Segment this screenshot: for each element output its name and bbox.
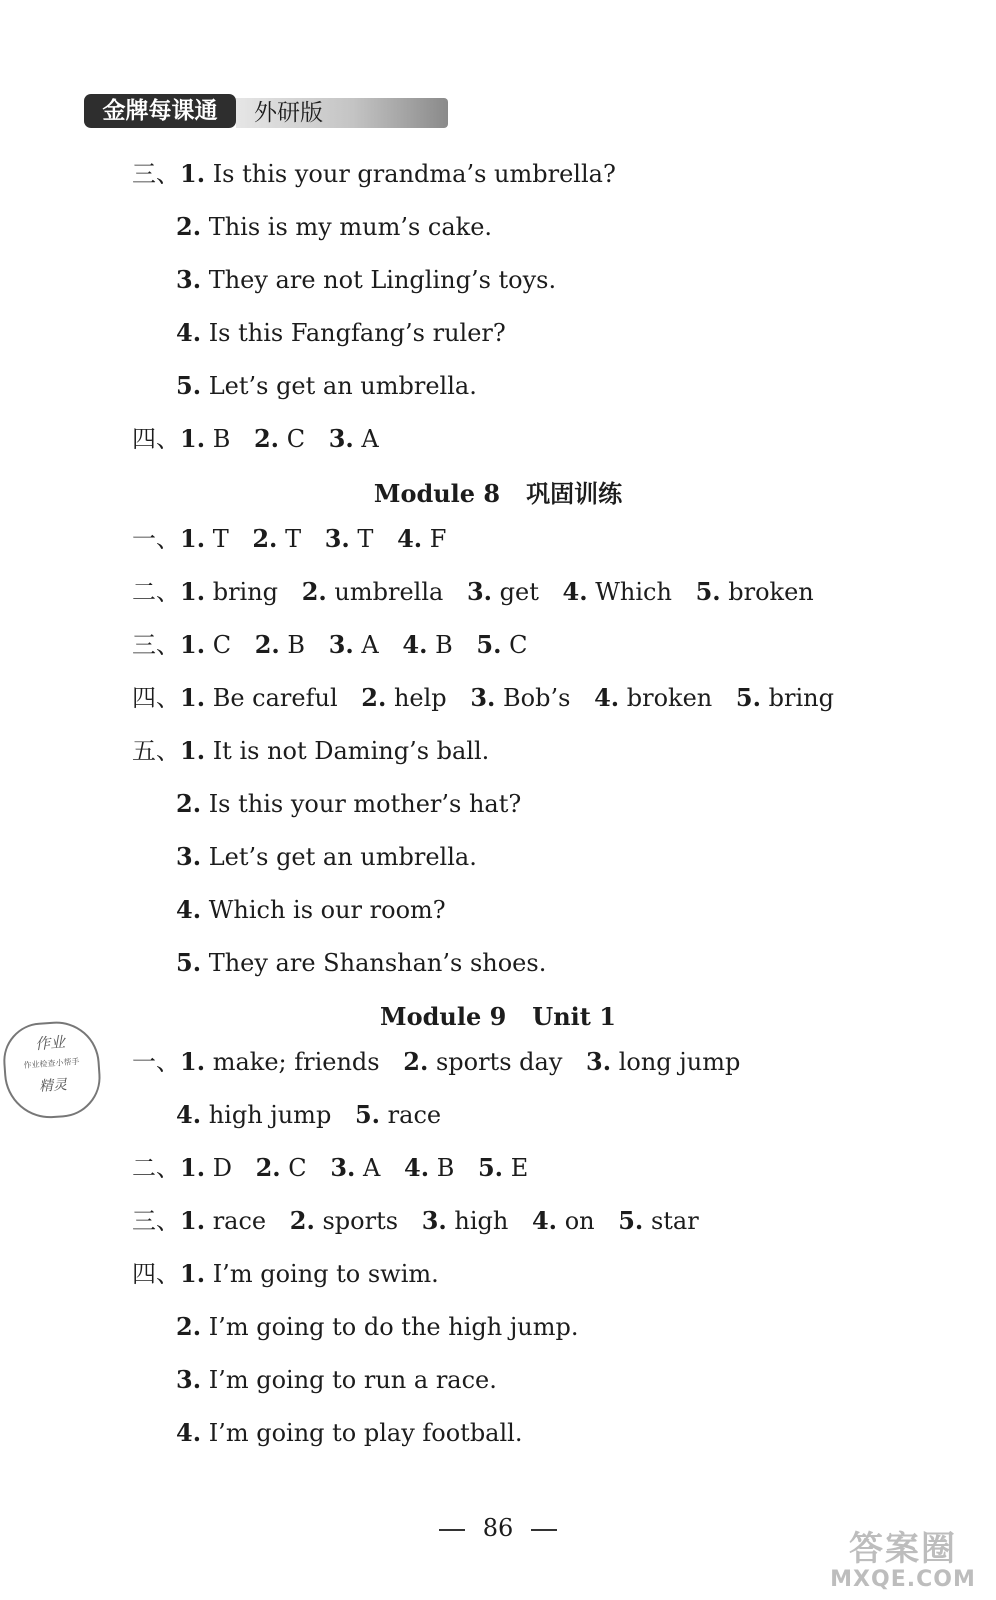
- item-number: 1.: [180, 524, 206, 553]
- item-answer: sports day: [435, 1048, 563, 1076]
- item-number: 5.: [735, 683, 761, 712]
- item-answer: E: [510, 1154, 529, 1182]
- item-answer: C: [286, 425, 306, 453]
- item-answer: Is this your mother’s hat?: [208, 790, 522, 818]
- item-number: 1.: [180, 683, 206, 712]
- item-number: 4.: [176, 318, 202, 347]
- edition-label: 外研版: [236, 98, 448, 128]
- item-number: 5.: [476, 630, 502, 659]
- answer-line: [132, 519, 446, 559]
- answer-line: [176, 207, 492, 247]
- section-marker: 五、: [132, 737, 180, 765]
- answer-line: [176, 1095, 441, 1135]
- item-answer: Which: [595, 578, 672, 606]
- item-answer: It is not Daming’s ball.: [212, 737, 490, 765]
- item-answer: star: [650, 1207, 699, 1235]
- item-answer: on: [564, 1207, 595, 1235]
- answer-line: [176, 366, 477, 406]
- stamp: [1, 1019, 103, 1121]
- answer-line: [132, 419, 379, 459]
- item-answer: D: [212, 1154, 232, 1182]
- item-number: 2.: [252, 524, 278, 553]
- module-subtitle: Unit 1: [532, 1002, 616, 1031]
- item-number: 4.: [531, 1206, 558, 1235]
- answer-line: [132, 1148, 528, 1188]
- stamp-line1: 作业: [34, 1033, 66, 1054]
- item-answer: T: [285, 525, 302, 553]
- item-answer: B: [436, 1154, 455, 1182]
- item-answer: T: [357, 525, 374, 553]
- item-number: 5.: [618, 1206, 644, 1235]
- item-number: 2.: [289, 1206, 315, 1235]
- answer-line: [176, 837, 477, 877]
- item-number: 5.: [477, 1153, 504, 1182]
- page-dash-left: [439, 1529, 465, 1531]
- page-dash-right: [531, 1529, 557, 1531]
- item-answer: make; friends: [212, 1048, 380, 1076]
- section-marker: 三、: [132, 1207, 180, 1235]
- item-number: 3.: [470, 683, 496, 712]
- answer-line: [132, 1254, 439, 1294]
- item-number: 2.: [361, 683, 387, 712]
- item-answer: race: [212, 1207, 267, 1235]
- item-answer: broken: [728, 578, 814, 606]
- brand-label: 金牌每课通: [84, 94, 236, 128]
- item-answer: B: [287, 631, 306, 659]
- item-answer: Let’s get an umbrella.: [208, 372, 477, 400]
- answer-line: [176, 260, 556, 300]
- section-marker: 四、: [132, 425, 180, 453]
- item-number: 2.: [403, 1047, 429, 1076]
- item-answer: I’m going to run a race.: [208, 1366, 497, 1394]
- item-answer: I’m going to swim.: [212, 1260, 439, 1288]
- item-number: 1.: [180, 1153, 206, 1182]
- answer-line: [176, 784, 521, 824]
- watermark-line2: MXQE.COM: [830, 1567, 976, 1592]
- item-answer: help: [393, 684, 447, 712]
- item-number: 3.: [421, 1206, 447, 1235]
- item-number: 4.: [176, 895, 202, 924]
- module-title: Module 8: [373, 479, 501, 508]
- item-answer: umbrella: [334, 578, 444, 606]
- item-number: 4.: [176, 1100, 202, 1129]
- answer-line: [132, 625, 527, 665]
- item-number: 4.: [397, 524, 423, 553]
- section-marker: 二、: [132, 578, 180, 606]
- item-number: 5.: [176, 948, 202, 977]
- item-answer: race: [387, 1101, 442, 1129]
- item-number: 1.: [180, 577, 206, 606]
- item-answer: high: [454, 1207, 509, 1235]
- watermark-line1: 答案圈: [849, 1529, 957, 1569]
- item-number: 4.: [594, 683, 620, 712]
- section-marker: 一、: [132, 1048, 180, 1076]
- item-number: 3.: [176, 842, 202, 871]
- item-answer: Is this Fangfang’s ruler?: [208, 319, 506, 347]
- module-heading: [0, 474, 996, 514]
- stamp-line2: 作业检查小帮手: [23, 1057, 80, 1070]
- item-answer: C: [212, 631, 232, 659]
- section-marker: 一、: [132, 525, 180, 553]
- module-title: Module 9: [380, 1002, 507, 1031]
- answer-line: [132, 1042, 740, 1082]
- section-marker: 三、: [132, 631, 180, 659]
- item-answer: B: [212, 425, 231, 453]
- answer-line: [176, 1413, 522, 1453]
- item-answer: broken: [626, 684, 713, 712]
- watermark: [818, 1530, 988, 1596]
- item-number: 4.: [404, 1153, 430, 1182]
- item-number: 3.: [324, 524, 350, 553]
- item-number: 1.: [180, 1206, 206, 1235]
- item-number: 2.: [176, 789, 202, 818]
- item-number: 1.: [180, 736, 206, 765]
- item-number: 2.: [176, 212, 202, 241]
- item-answer: Is this your grandma’s umbrella?: [212, 160, 616, 188]
- answer-line: [132, 678, 834, 718]
- item-number: 1.: [180, 424, 206, 453]
- item-answer: They are Shanshan’s shoes.: [208, 949, 547, 977]
- item-number: 3.: [328, 630, 354, 659]
- module-subtitle: 巩固训练: [526, 480, 623, 508]
- item-number: 5.: [176, 371, 202, 400]
- item-number: 2.: [255, 1153, 281, 1182]
- item-answer: Which is our room?: [208, 896, 446, 924]
- module-heading: [0, 997, 996, 1037]
- item-answer: A: [361, 631, 379, 659]
- item-answer: A: [361, 425, 379, 453]
- item-number: 3.: [466, 577, 493, 606]
- item-number: 5.: [695, 577, 721, 606]
- item-answer: They are not Lingling’s toys.: [208, 266, 557, 294]
- answer-line: [132, 154, 616, 194]
- item-number: 3.: [176, 265, 202, 294]
- item-number: 3.: [330, 1153, 356, 1182]
- item-number: 3.: [176, 1365, 202, 1394]
- answer-line: [176, 890, 446, 930]
- item-number: 2.: [176, 1312, 202, 1341]
- item-answer: C: [288, 1154, 307, 1182]
- answer-line: [132, 572, 814, 612]
- item-answer: I’m going to do the high jump.: [208, 1313, 579, 1341]
- item-answer: Bob’s: [503, 684, 571, 712]
- section-marker: 四、: [132, 1260, 180, 1288]
- item-number: 5.: [354, 1100, 381, 1129]
- item-answer: A: [363, 1154, 381, 1182]
- answer-line: [176, 943, 546, 983]
- item-number: 2.: [301, 577, 327, 606]
- item-answer: get: [499, 578, 539, 606]
- item-answer: C: [509, 631, 528, 659]
- book-header: [84, 92, 374, 132]
- item-answer: Be careful: [212, 684, 338, 712]
- item-number: 4.: [176, 1418, 202, 1447]
- answer-line: [132, 1201, 699, 1241]
- item-number: 1.: [180, 630, 206, 659]
- item-number: 1.: [180, 159, 206, 188]
- item-answer: high jump: [208, 1101, 332, 1129]
- section-marker: 三、: [132, 160, 180, 188]
- item-answer: B: [435, 631, 453, 659]
- item-answer: I’m going to play football.: [208, 1419, 523, 1447]
- item-number: 3.: [586, 1047, 612, 1076]
- stamp-line3: 精灵: [38, 1077, 68, 1095]
- item-answer: sports: [322, 1207, 399, 1235]
- item-number: 4.: [402, 630, 428, 659]
- answer-line: [132, 731, 489, 771]
- answer-line: [176, 1307, 578, 1347]
- item-answer: T: [212, 525, 229, 553]
- item-number: 2.: [254, 630, 280, 659]
- item-number: 2.: [253, 424, 280, 453]
- answer-line: [176, 1360, 497, 1400]
- item-answer: bring: [212, 578, 279, 606]
- item-number: 1.: [180, 1047, 206, 1076]
- item-number: 3.: [328, 424, 354, 453]
- item-answer: Let’s get an umbrella.: [208, 843, 477, 871]
- item-answer: long jump: [618, 1048, 741, 1076]
- item-number: 1.: [180, 1259, 206, 1288]
- item-answer: bring: [768, 684, 834, 712]
- item-answer: This is my mum’s cake.: [208, 213, 493, 241]
- answer-line: [176, 313, 506, 353]
- section-marker: 四、: [132, 684, 180, 712]
- page-number-text: 86: [482, 1514, 514, 1542]
- section-marker: 二、: [132, 1154, 180, 1182]
- item-number: 4.: [562, 577, 588, 606]
- item-answer: F: [429, 525, 447, 553]
